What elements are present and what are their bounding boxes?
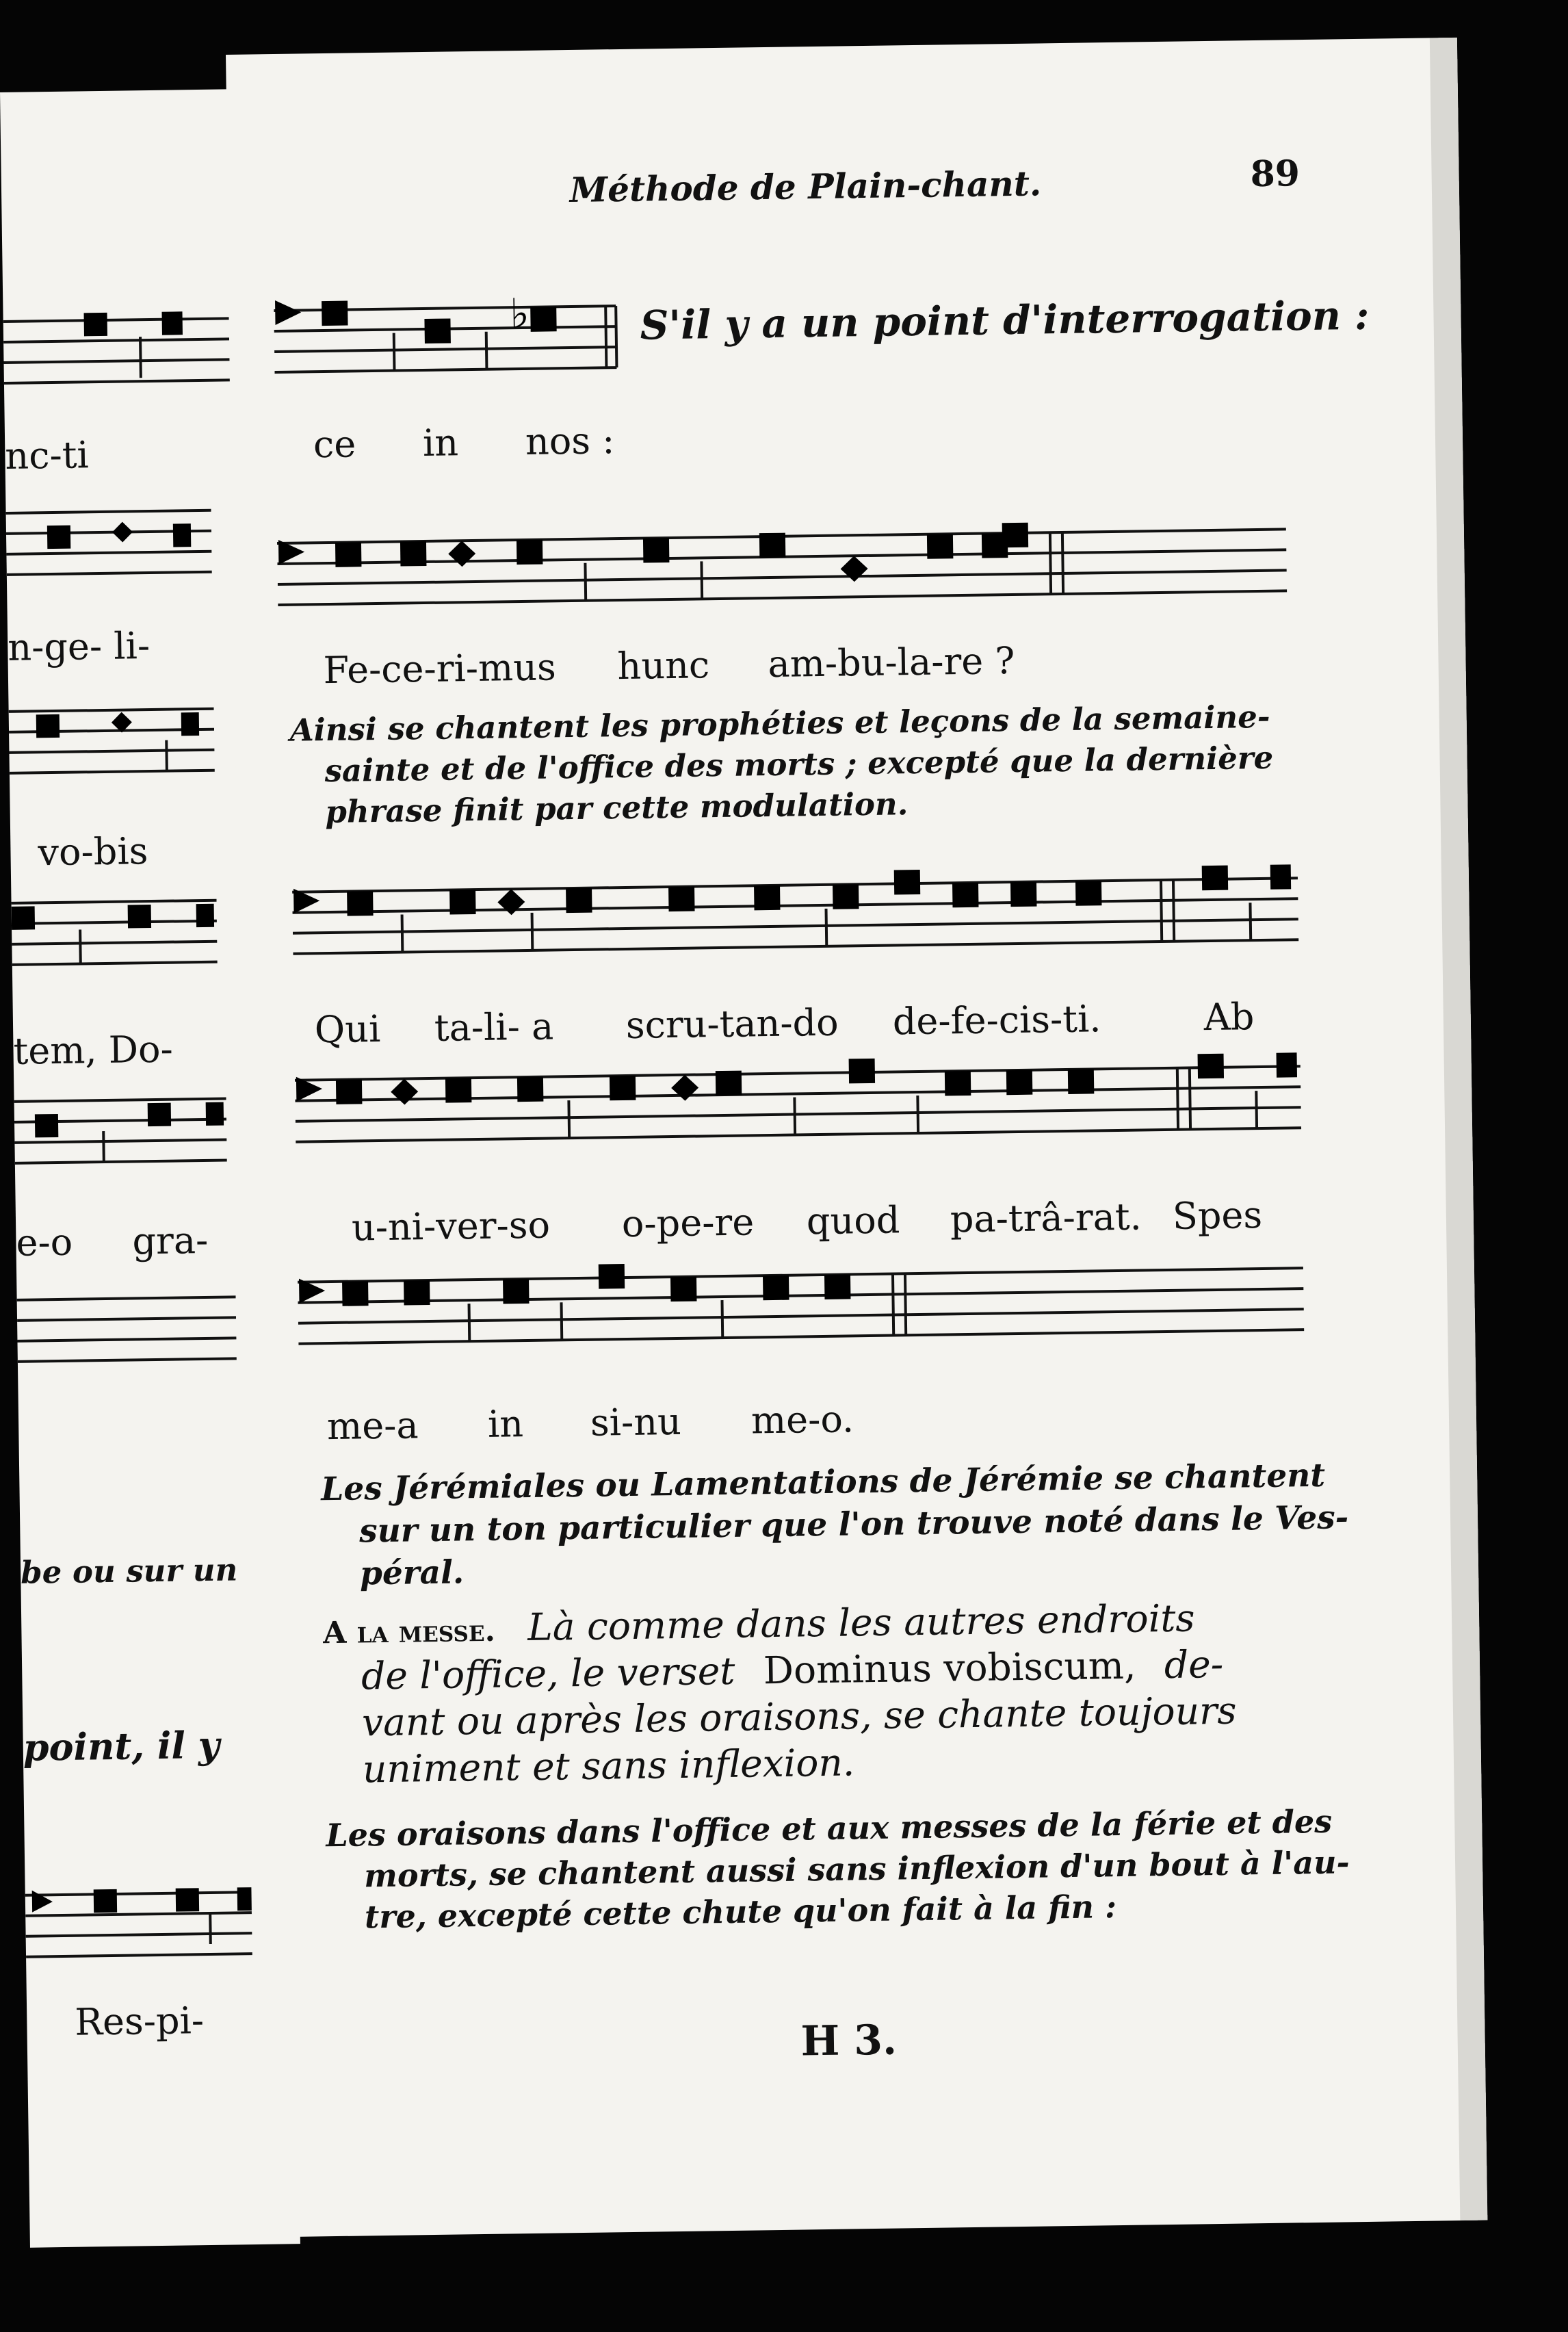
s2-word-2: hunc: [617, 643, 710, 688]
s4-word-3: quod: [806, 1198, 900, 1243]
right-page: [226, 38, 1487, 2238]
s3-word-3: scru-tan-do: [625, 1000, 839, 1047]
left-staff-5: [14, 1089, 227, 1167]
left-text-1: be ou sur un: [20, 1551, 238, 1591]
s2-word-1: Fe-ce-ri-mus: [323, 645, 557, 692]
svg-text:♭: ♭: [509, 289, 530, 339]
s4-word-5: Spes: [1172, 1193, 1263, 1238]
para-2-line-2: sur un ton particulier que l'on trouve noté dans le Ves-: [358, 1499, 1349, 1551]
left-lyric-6: Res-pi-: [74, 1999, 205, 2044]
left-staff-3: [8, 699, 215, 777]
staff4-lyrics: [351, 1193, 1309, 1249]
left-lyric-3: vo-bis: [38, 829, 148, 875]
para-4-line-2: morts, se chantent aussi sans inflexion d'un bout à l'au-: [363, 1843, 1350, 1895]
para-3-text-2: de l'office, le verset: [361, 1648, 735, 1698]
left-lyric-5a: e-o: [16, 1220, 73, 1265]
para-3-text-4: de-: [1164, 1642, 1224, 1687]
left-lyric-5: [16, 1218, 241, 1265]
left-staff-6: [16, 1286, 237, 1364]
s5-word-3: si-nu: [590, 1399, 682, 1444]
left-text-2: point, il y: [23, 1722, 220, 1770]
s5-word-2: in: [487, 1402, 524, 1446]
para-4-line-3: tre, excepté cette chute qu'on fait à la fin :: [364, 1888, 1117, 1936]
para-2-line-3: péral.: [359, 1553, 465, 1593]
s4-word-4: pa-trâ-rat.: [950, 1195, 1142, 1241]
staff2-lyrics: [323, 637, 1144, 692]
para-1-line-1: Ainsi se chantent les prophéties et leçons de la semaine-: [289, 698, 1270, 749]
staff5-lyrics: [326, 1395, 1011, 1449]
messe-label: A la messe.: [322, 1613, 496, 1651]
staff-2: [277, 512, 1291, 622]
para-3-text-1: Là comme dans les autres endroits: [527, 1596, 1195, 1650]
left-staff-7: [25, 1882, 259, 1960]
s1-syl-1: ce: [313, 422, 356, 467]
para-2-line-1: Les Jérémiales ou Lamentations de Jérémie se chantent: [320, 1456, 1326, 1509]
s2-word-3: am-bu-la-re ?: [768, 638, 1015, 686]
left-lyric-5b: gra-: [132, 1218, 209, 1263]
para-4-line-1: Les oraisons dans l'office et aux messes de la férie et des: [325, 1802, 1333, 1854]
running-title: Méthode de Plain-chant.: [569, 163, 1042, 210]
staff-5: [298, 1251, 1311, 1361]
s1-syl-3: nos :: [525, 419, 615, 463]
signature-mark: H 3.: [800, 2016, 898, 2066]
para-3-text-3: Dominus vobiscum,: [763, 1643, 1136, 1693]
interrogation-label: S'il y a un point d'interrogation :: [640, 292, 1370, 349]
s3-word-2: ta-li- a: [434, 1005, 554, 1050]
para-1-line-3: phrase finit par cette modulation.: [325, 786, 909, 831]
staff1-lyrics: [313, 417, 724, 467]
para-3-line-4: uniment et sans inflexion.: [362, 1740, 855, 1791]
left-lyric-2: n-ge- li-: [7, 624, 151, 669]
s3-word-4: de-fe-cis-ti.: [892, 997, 1101, 1044]
page-number: 89: [1250, 153, 1301, 196]
left-lyric-1: nc-ti: [4, 433, 90, 478]
s4-word-2: o-pe-re: [621, 1200, 755, 1246]
left-lyric-4: tem, Do-: [13, 1027, 174, 1073]
staff-4: [295, 1049, 1309, 1159]
staff-1: [274, 289, 624, 383]
left-staff-4: [11, 890, 218, 968]
s4-word-1: u-ni-ver-so: [351, 1203, 551, 1249]
para-1-line-2: sainte et de l'office des morts ; excepté que la dernière: [324, 739, 1274, 790]
s5-word-4: me-o.: [750, 1397, 854, 1442]
staff-3: [292, 861, 1306, 971]
s3-word-1: Qui: [314, 1007, 381, 1052]
para-3-line-3: vant ou après les oraisons, se chante toujours: [361, 1688, 1237, 1745]
left-staff-2: [5, 500, 212, 578]
s1-syl-2: in: [422, 421, 459, 465]
left-staff-1: [3, 308, 230, 387]
staff3-lyrics: [314, 994, 1306, 1052]
s5-word-1: me-a: [326, 1403, 419, 1449]
s3-word-5: Ab: [1203, 995, 1255, 1039]
